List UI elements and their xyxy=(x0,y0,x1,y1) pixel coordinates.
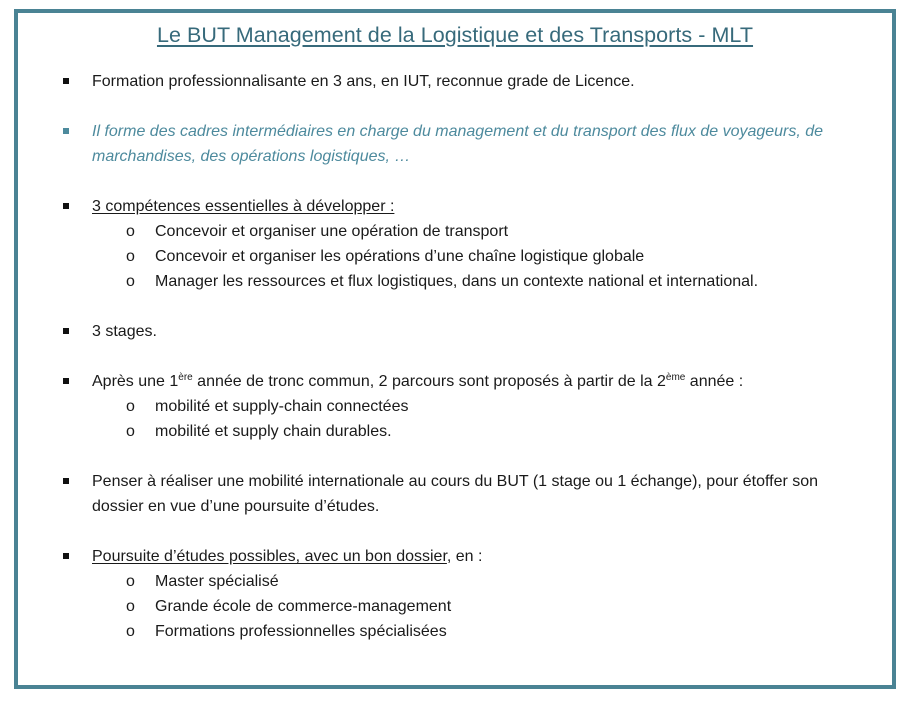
square-bullet-icon xyxy=(63,128,69,134)
superscript: ère xyxy=(178,372,193,383)
page-title: Le BUT Management de la Logistique et des Transports - MLT xyxy=(156,23,754,47)
circle-bullet-icon: o xyxy=(126,623,135,640)
circle-bullet-icon: o xyxy=(126,273,135,290)
bullet-list xyxy=(18,69,892,644)
sub-item xyxy=(18,594,892,619)
bullet-cadres xyxy=(18,119,892,169)
sub-item xyxy=(18,394,892,419)
sub-item-text: Grande école de commerce-management xyxy=(155,598,452,615)
circle-bullet-icon: o xyxy=(126,573,135,590)
sub-item xyxy=(18,219,892,244)
sub-item-text: Master spécialisé xyxy=(155,573,279,590)
sub-item xyxy=(18,419,892,444)
circle-bullet-icon: o xyxy=(126,223,135,240)
circle-bullet-icon: o xyxy=(126,398,135,415)
bullet-text-line1: Penser à réaliser une mobilité internationale au cours du BUT (1 stage ou 1 échange), pour étoffer son xyxy=(92,473,819,490)
circle-bullet-icon: o xyxy=(126,248,135,265)
bullet-mobilite xyxy=(18,469,892,519)
square-bullet-icon xyxy=(63,328,69,334)
document-frame xyxy=(14,9,896,689)
square-bullet-icon xyxy=(63,378,69,384)
sub-item-text: mobilité et supply chain durables. xyxy=(155,423,392,440)
sub-item xyxy=(18,569,892,594)
sub-item xyxy=(18,244,892,269)
sub-item xyxy=(18,619,892,644)
bullet-poursuite xyxy=(18,544,892,569)
bullet-competences xyxy=(18,194,892,219)
sub-item xyxy=(18,269,892,294)
bullet-text-part3: année : xyxy=(685,373,744,390)
bullet-heading-suffix: , en : xyxy=(446,548,483,565)
bullet-parcours xyxy=(18,369,892,394)
bullet-text: 3 stages. xyxy=(92,323,157,340)
bullet-text-line2: dossier en vue d’une poursuite d’études. xyxy=(92,498,380,515)
bullet-text-part1: Après une 1 xyxy=(92,373,179,390)
sub-item-text: Manager les ressources et flux logistiques, dans un contexte national et international. xyxy=(155,273,759,290)
bullet-text-line1: Il forme des cadres intermédiaires en charge du management et du transport des flux de voyageurs, de xyxy=(92,123,824,140)
circle-bullet-icon: o xyxy=(126,598,135,615)
square-bullet-icon xyxy=(63,203,69,209)
square-bullet-icon xyxy=(63,78,69,84)
bullet-stages xyxy=(18,319,892,344)
superscript: ème xyxy=(665,372,686,383)
bullet-heading: Poursuite d’études possibles, avec un bon dossier xyxy=(92,548,447,565)
sub-item-text: Concevoir et organiser les opérations d’une chaîne logistique globale xyxy=(155,248,645,265)
sub-item-text: mobilité et supply-chain connectées xyxy=(155,398,409,415)
sub-item-text: Formations professionnelles spécialisées xyxy=(155,623,447,640)
bullet-formation xyxy=(18,69,892,94)
bullet-text-line2: marchandises, des opérations logistiques, … xyxy=(92,148,411,165)
bullet-text-part2: année de tronc commun, 2 parcours sont proposés à partir de la 2 xyxy=(192,373,666,390)
square-bullet-icon xyxy=(63,553,69,559)
bullet-heading: 3 compétences essentielles à développer : xyxy=(92,198,395,215)
bullet-text: Formation professionnalisante en 3 ans, en IUT, reconnue grade de Licence. xyxy=(92,73,635,90)
sub-item-text: Concevoir et organiser une opération de transport xyxy=(155,223,509,240)
square-bullet-icon xyxy=(63,478,69,484)
circle-bullet-icon: o xyxy=(126,423,135,440)
